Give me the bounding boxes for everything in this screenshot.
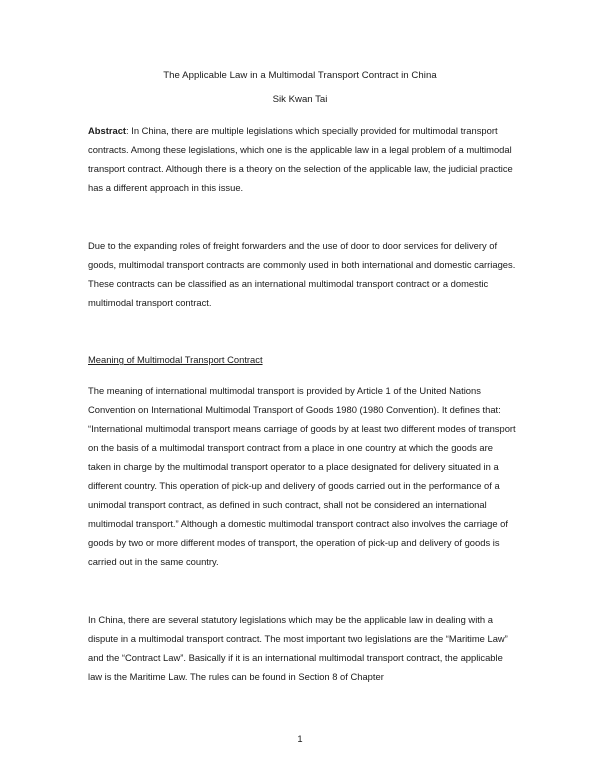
intro-paragraph: Due to the expanding roles of freight forwarders and the use of door to door services for delivery of goods, multimodal transport contracts are commonly used in both international and domestic carriages. These contracts can be classified as an international multimodal transport contract or a domestic multimodal transport contract.: [88, 240, 516, 308]
page-number: 1: [297, 733, 303, 744]
definition-paragraph: The meaning of international multimodal transport is provided by Article 1 of the United Nations Convention on International Multimodal Transport of Goods 1980 (1980 Convention). It defines that: “International multimodal transport means carriage of goods by at least two different modes of transport on the basis of a multimodal transport contract from a place in one country at which the goods are taken in charge by the multimodal transport operator to a place designated for delivery situated in a different country. This operation of pick-up and delivery of goods carried out in the performance of a unimodal transport contract, as defined in such contract, shall not be considered an international multimodal transport.” Although a domestic multimodal transport contract also involves the carriage of goods by two or more different modes of transport, the operation of pick-up and delivery of goods is carried out in the same country.: [88, 385, 516, 567]
section-heading: Meaning of Multimodal Transport Contract: [88, 354, 263, 365]
document-author: Sik Kwan Tai: [272, 94, 328, 105]
abstract-paragraph: [88, 121, 518, 197]
abstract-label: Abstract: [88, 125, 127, 136]
document-title: The Applicable Law in a Multimodal Transport Contract in China: [163, 70, 437, 81]
legislation-paragraph: In China, there are several statutory legislations which may be the applicable law in dealing with a dispute in a multimodal transport contract. The most important two legislations are the “Maritime Law” and the “Contract Law”. Basically if it is an international multimodal transport contract, the applicable law is the Maritime Law. The rules can be found in Section 8 of Chapter: [88, 614, 508, 682]
abstract-text: : In China, there are multiple legislations which specially provided for multimodal transport contracts. Among these legislations, which one is the applicable law in a legal problem of a multimodal transport contract. Although there is a theory on the selection of the applicable law, the judicial practice has a different approach in this issue.: [88, 125, 513, 193]
